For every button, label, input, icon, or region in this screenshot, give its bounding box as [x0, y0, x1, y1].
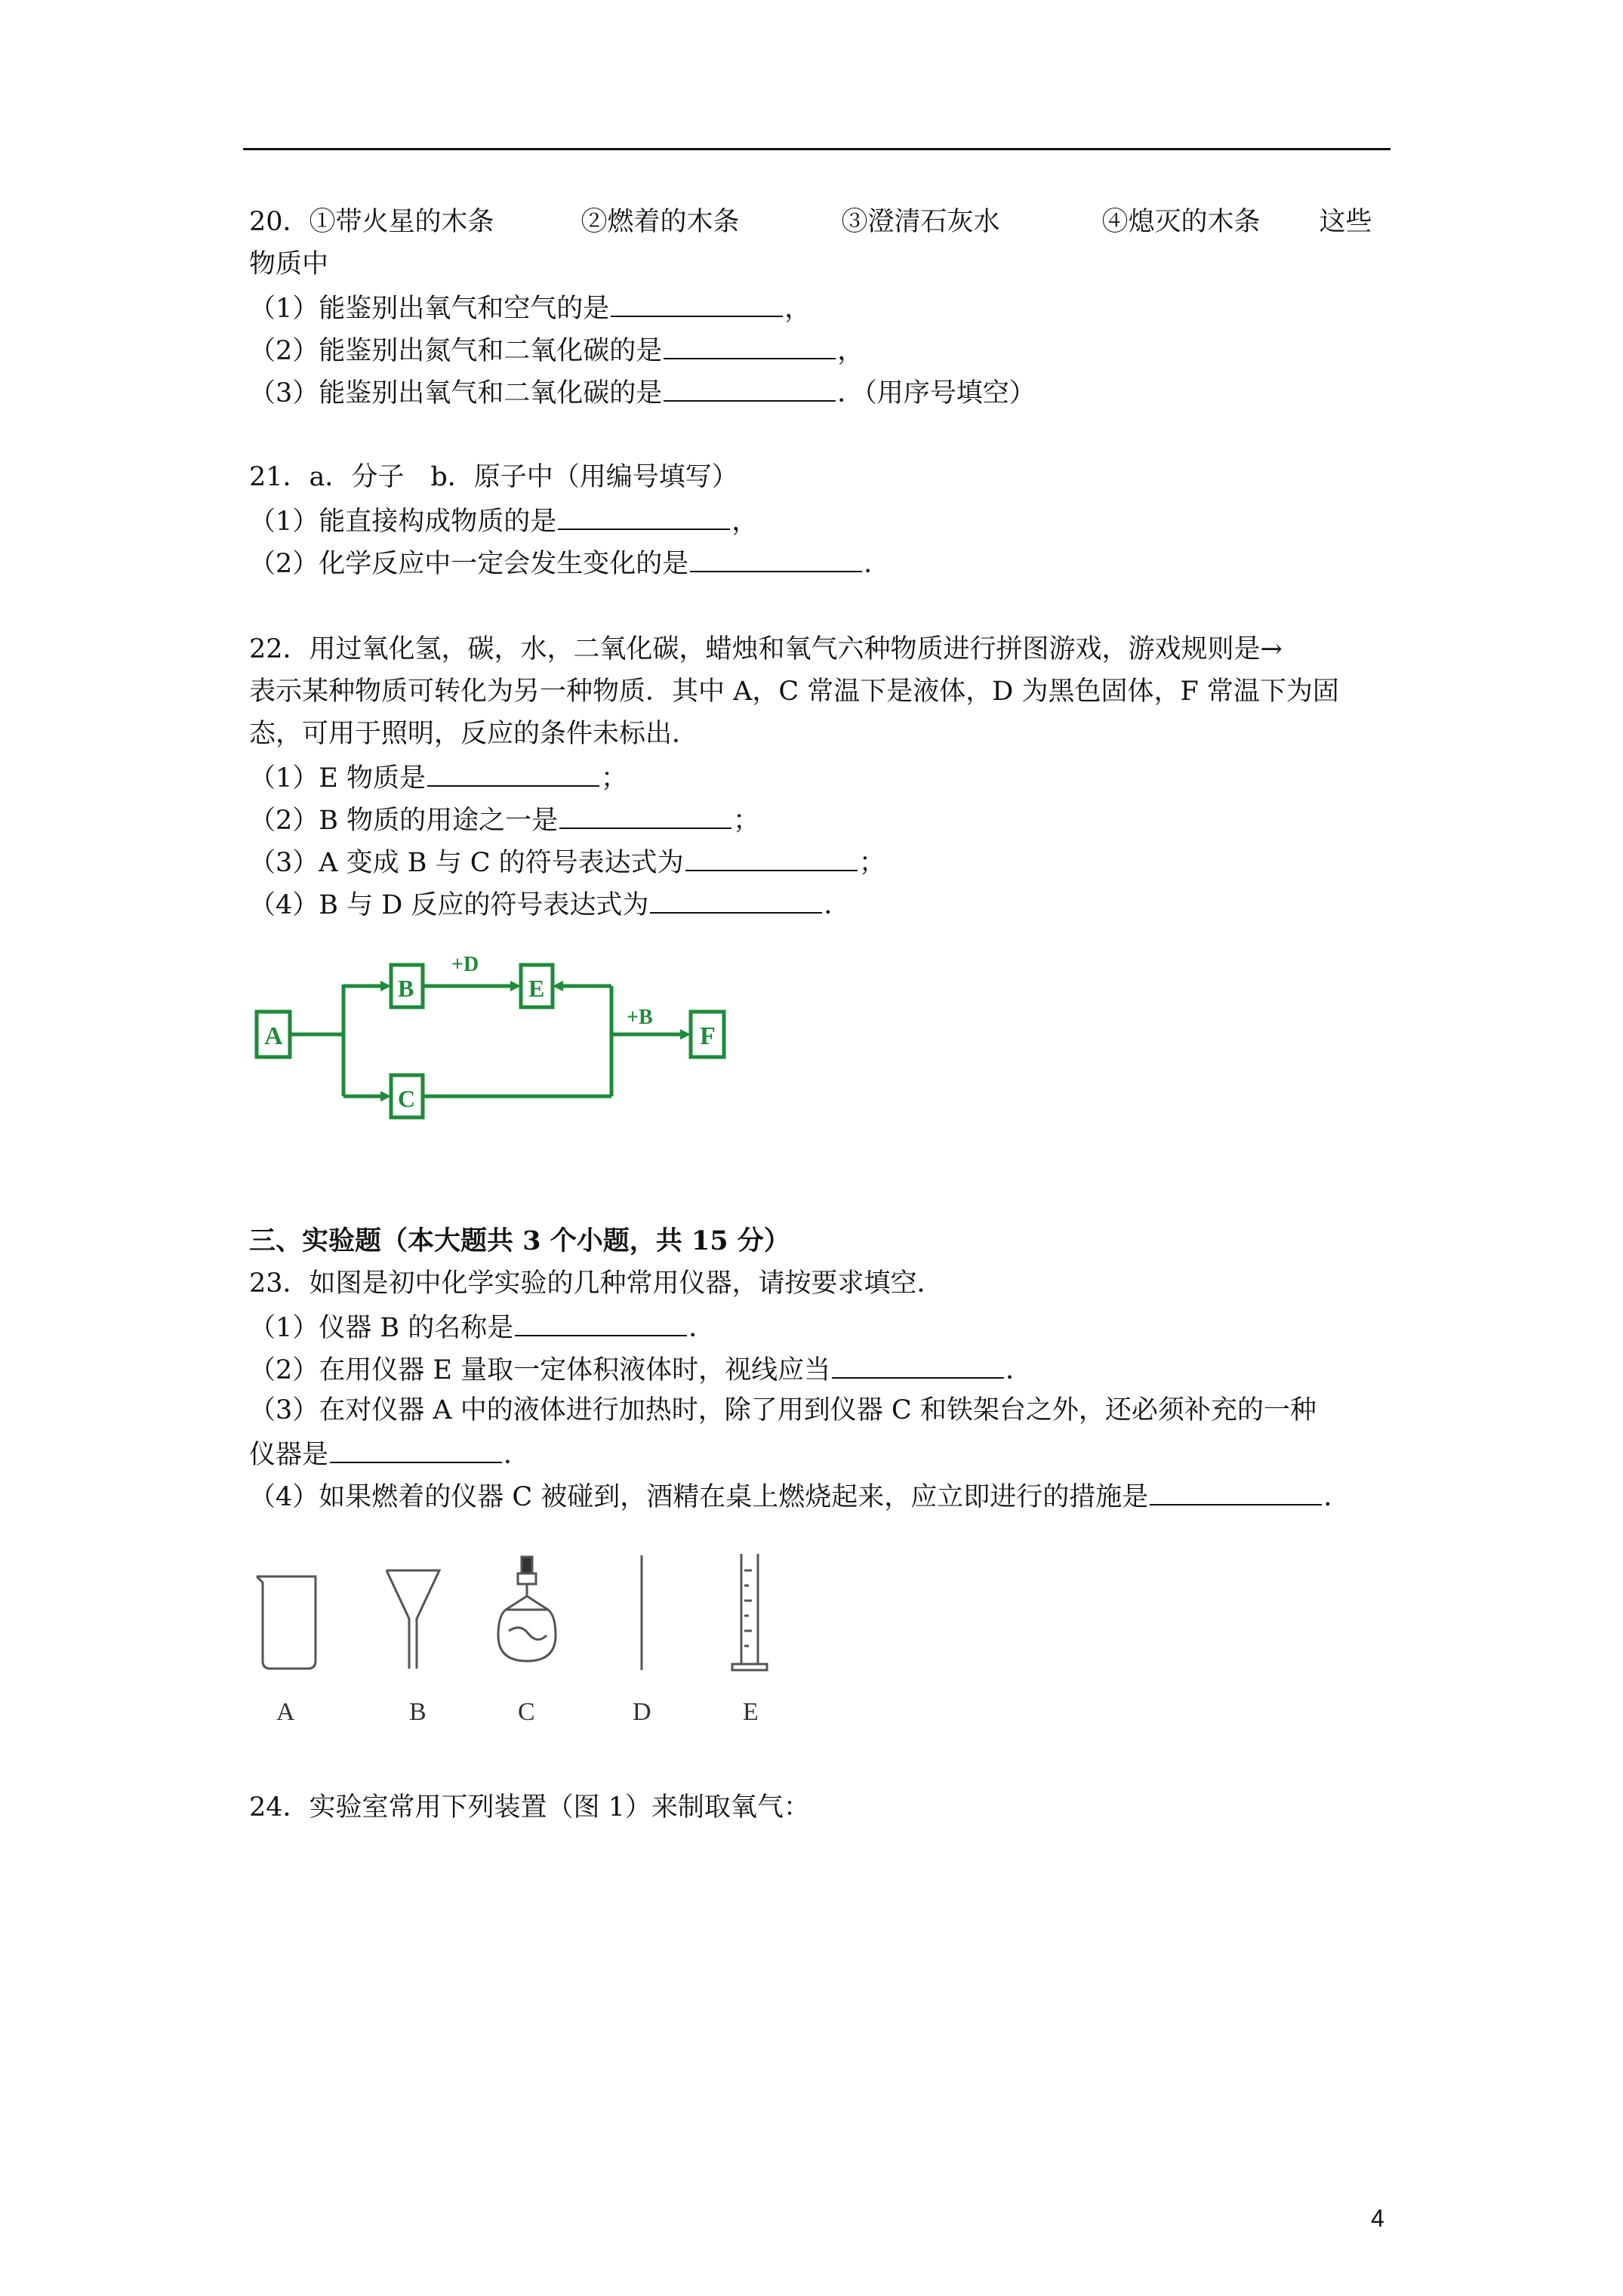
- q23-item-3: （3）在对仪器 A 中的液体进行加热时，除了用到仪器 C 和铁架台之外，还必须补充的一种: [249, 1395, 1317, 1425]
- answer-blank[interactable]: [690, 545, 862, 572]
- apparatus-label-d: D: [633, 1698, 651, 1726]
- answer-blank[interactable]: [330, 1436, 502, 1463]
- page-number: 4: [1371, 2205, 1384, 2232]
- answer-blank[interactable]: [515, 1309, 687, 1336]
- answer-blank[interactable]: [650, 886, 822, 914]
- q20-option-2: ②燃着的木条: [581, 207, 740, 237]
- q22-stem-line-1: 22．用过氧化氢，碳，水，二氧化碳，蜡烛和氧气六种物质进行拼图游戏，游戏规则是→: [249, 634, 1283, 664]
- apparatus-label-c: C: [518, 1698, 535, 1726]
- answer-blank[interactable]: [427, 760, 599, 787]
- header-rule: [243, 148, 1390, 150]
- q22-item-2: （2）B 物质的用途之一是 ；: [249, 802, 759, 837]
- q20-option-4: ④熄灭的木条: [1101, 207, 1261, 237]
- q20-item-2: （2）能鉴别出氮气和二氧化碳的是 ，: [249, 332, 864, 368]
- q20-option-1: ①带火星的木条: [309, 207, 494, 237]
- q23-item-3-cont: 仪器是 ．: [249, 1436, 530, 1472]
- q22-stem-line-3: 态，可用于照明，反应的条件未标出．: [249, 719, 699, 749]
- answer-blank[interactable]: [664, 332, 836, 359]
- answer-blank[interactable]: [559, 802, 731, 829]
- edge-label-plus-b: +B: [627, 1006, 653, 1029]
- q20-item-3: （3）能鉴别出氧气和二氧化碳的是 ．（用序号填空）: [249, 374, 1036, 410]
- q20-tail: 这些: [1319, 207, 1372, 237]
- q22-item-4: （4）B 与 D 反应的符号表达式为 ．: [249, 886, 850, 922]
- node-b-label: B: [398, 975, 414, 1002]
- answer-blank[interactable]: [664, 374, 836, 402]
- graduated-cylinder-icon: [732, 1554, 767, 1670]
- q23-apparatus-figure: [242, 1540, 815, 1737]
- apparatus-label-a: A: [276, 1698, 295, 1726]
- q22-stem-line-2: 表示某种物质可转化为另一种物质．其中 A，C 常温下是液体，D 为黑色固体，F 常温下为固: [249, 676, 1339, 707]
- q23-item-4: （4）如果燃着的仪器 C 被碰到，酒精在桌上燃烧起来，应立即进行的措施是 ．: [249, 1478, 1350, 1514]
- alcohol-lamp-icon: [498, 1557, 556, 1661]
- edge-label-plus-d: +D: [451, 953, 479, 976]
- node-f-label: F: [700, 1022, 716, 1050]
- q22-item-1: （1）E 物质是 ；: [249, 760, 627, 795]
- q22-conversion-diagram: [242, 936, 755, 1148]
- q20-item-1: （1）能鉴别出氧气和空气的是 ，: [249, 290, 811, 325]
- node-a-label: A: [264, 1022, 283, 1050]
- q23-stem: 23．如图是初中化学实验的几种常用仪器，请按要求填空．: [249, 1268, 944, 1299]
- answer-blank[interactable]: [832, 1351, 1004, 1379]
- answer-blank[interactable]: [611, 290, 783, 317]
- q22-item-3: （3）A 变成 B 与 C 的符号表达式为 ；: [249, 844, 885, 880]
- q20-number: 20．: [249, 207, 310, 237]
- q20-line-1: [249, 205, 1372, 239]
- q23-item-2: （2）在用仪器 E 量取一定体积液体时，视线应当 ．: [249, 1351, 1032, 1387]
- q21-stem: 21．a．分子 b．原子中（用编号填写）: [249, 462, 738, 492]
- beaker-icon: [257, 1576, 316, 1669]
- section-3-title: 三、实验题（本大题共 3 个小题，共 15 分）: [249, 1225, 790, 1256]
- node-c-label: C: [398, 1085, 416, 1112]
- node-e-label: E: [528, 975, 545, 1002]
- funnel-icon: [387, 1570, 439, 1669]
- q20-option-3: ③澄清石灰水: [841, 207, 1000, 237]
- apparatus-label-e: E: [743, 1698, 759, 1726]
- q24-stem: 24．实验室常用下列装置（图 1）来制取氧气：: [249, 1792, 810, 1823]
- q21-item-2: （2）化学反应中一定会发生变化的是 ．: [249, 545, 890, 581]
- apparatus-label-b: B: [409, 1698, 427, 1726]
- q21-item-1: （1）能直接构成物质的是 ，: [249, 503, 758, 538]
- answer-blank[interactable]: [558, 503, 730, 530]
- answer-blank[interactable]: [685, 844, 858, 871]
- q20-line-2: 物质中: [249, 249, 329, 279]
- answer-blank[interactable]: [1150, 1478, 1322, 1505]
- q23-item-1: （1）仪器 B 的名称是 ．: [249, 1309, 715, 1345]
